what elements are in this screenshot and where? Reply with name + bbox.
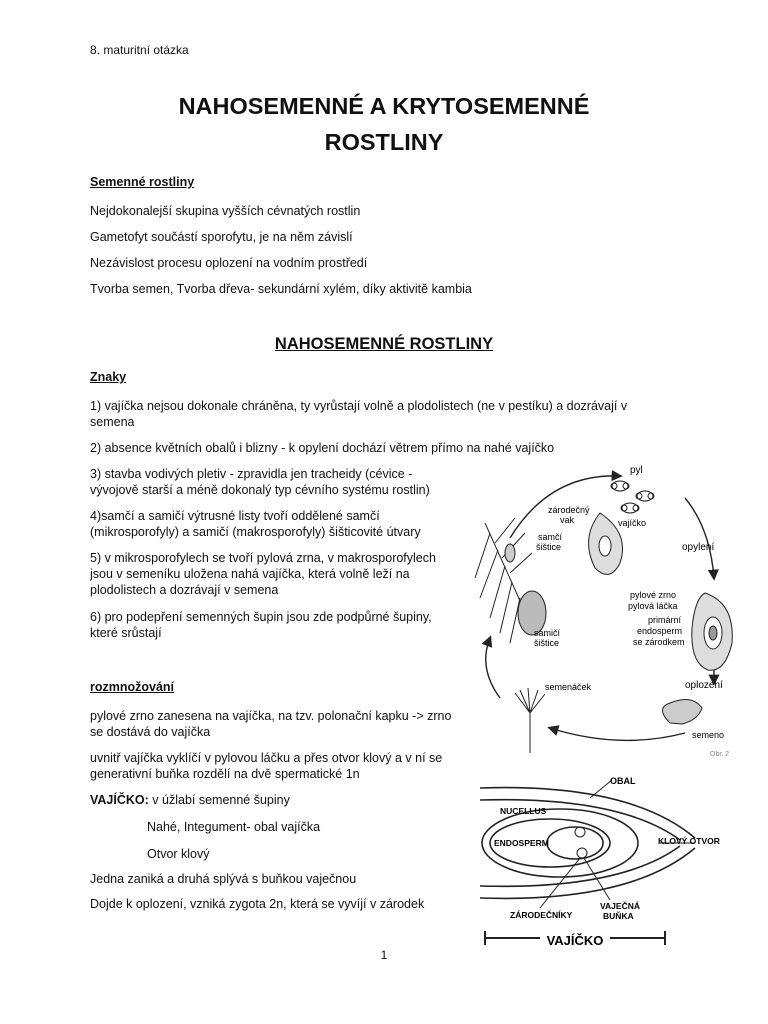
paragraph: Nejdokonalejší skupina vyšších cévnatých rostlin (90, 204, 361, 218)
pollen-icon (611, 481, 654, 513)
section-heading-nahosemenne: NAHOSEMENNÉ ROSTLINY (274, 335, 494, 353)
title-line-1: NAHOSEMENNÉ A KRYTOSEMENNÉ (178, 93, 590, 119)
paragraph: Dojde k oplození, vzniká zygota 2n, která se vyvíjí v zárodek (90, 897, 425, 911)
pointer-line (584, 858, 610, 900)
label-samici: samičí (534, 628, 561, 638)
cycle-arrow (550, 728, 685, 740)
cycle-arrow (486, 638, 500, 698)
label-zarodecny: zárodečný (548, 505, 590, 515)
page-title (0, 88, 768, 160)
paragraph: pylové zrno zanesena na vajíčka, na tzv. polonační kapku -> zrno se dostává do vajíčka (90, 709, 452, 739)
label-vak: vak (560, 515, 575, 525)
page-header: 8. maturitní otázka (90, 43, 189, 57)
label-samci: samčí (538, 532, 563, 542)
page-number: 1 (380, 948, 388, 962)
label-se-zarodkem: se zárodkem (633, 637, 685, 647)
paragraph: uvnitř vajíčka vyklíčí v pylovou láčku a přes otvor klový a v ní se generativní buňka rozdělí na dvě spermatické 1n (90, 751, 443, 781)
seedling-icon (515, 688, 545, 753)
fertilized-ovule-icon (692, 593, 732, 670)
paragraph: Tvorba semen, Tvorba dřeva- sekundární xylém, díky aktivitě kambia (90, 282, 472, 296)
cycle-arrow (685, 498, 714, 578)
label-vajicko: VAJÍČKO (546, 933, 604, 948)
paragraph: Nezávislost procesu oplození na vodním prostředí (90, 256, 368, 270)
label-semenacek: semenáček (545, 682, 592, 692)
label-oplozeni: oplození (685, 680, 723, 691)
paragraph: Jedna zaniká a druhá splývá s buňkou vaječnou (90, 872, 357, 886)
title-line-2: ROSTLINY (324, 129, 444, 155)
vajicko-label: VAJÍČKO: (90, 793, 149, 807)
label-pylove-zrno: pylové zrno (630, 590, 677, 600)
figure-label: Obr. 2 (710, 751, 730, 758)
label-nucellus: NUCELLUS (500, 806, 547, 816)
list-item: 1) vajíčka nejsou dokonale chráněna, ty vyrůstají volně a plodolistech (ne v pestíku) a dozrávají v semena (90, 399, 628, 429)
label-klovy-otvor: KLOVÝ OTVOR (658, 836, 720, 846)
label-vajicko: vajíčko (618, 518, 647, 528)
list-item: 2) absence květních obalů i blizny - k opylení dochází větrem přímo na nahé vajíčko (90, 441, 555, 455)
label-endosperm: ENDOSPERM (494, 838, 549, 848)
list-item: 3) stavba vodivých pletiv - zpravidla jen tracheidy (cévice - vývojově starší a méně dokonalý typ cévního systému rostlin) (90, 467, 430, 497)
subheading-znaky: Znaky (90, 370, 127, 384)
ovule-diagram (480, 768, 742, 958)
list-item: 6) pro podepření semenných šupin jsou zde podpůrné šupiny, které srůstají (90, 610, 432, 640)
pointer-line (590, 780, 612, 798)
seed-icon (663, 699, 703, 724)
label-vajecna: VAJEČNÁ (600, 901, 640, 911)
list-item: 4)samčí a samičí výtrusné listy tvoří oddělené samčí (mikrosporofyly) a samičí (makrosporofyly) šišticovité útvary (90, 509, 421, 539)
label-opyleni: opylení (682, 542, 715, 553)
label-bunka: BUŇKA (603, 911, 634, 921)
subheading-rozmnozovani: rozmnožování (90, 680, 175, 694)
label-pyl: pyl (630, 465, 643, 476)
label-semeno: semeno (692, 730, 725, 740)
section-heading-semenne: Semenné rostliny (90, 175, 195, 189)
label-obal: OBAL (610, 776, 636, 786)
label-primarni: primární (648, 615, 682, 625)
label-pylova-lacka: pylová láčka (628, 601, 678, 611)
indented-line: Otvor klový (147, 847, 210, 861)
label-endosperm: endosperm (637, 626, 683, 636)
list-item: 5) v mikrosporofylech se tvoří pylová zrna, v makrosporofylech jsou v semeníku uložena nahá vajíčka, která volně leží na plodolistech a dozrávají v semena (90, 551, 436, 597)
paragraph: Gametofyt součástí sporofytu, je na něm závislí (90, 230, 353, 244)
indented-line: Nahé, Integument- obal vajíčka (147, 820, 321, 834)
vajicko-text: v úžlabí semenné šupiny (148, 793, 290, 807)
label-sistice: šištice (536, 542, 562, 552)
life-cycle-diagram (470, 458, 742, 758)
archegonia-icon (575, 827, 587, 858)
paragraph (90, 792, 290, 808)
label-sistice-2: šištice (534, 638, 560, 648)
label-zarodecniky: ZÁRODEČNÍKY (510, 910, 573, 920)
